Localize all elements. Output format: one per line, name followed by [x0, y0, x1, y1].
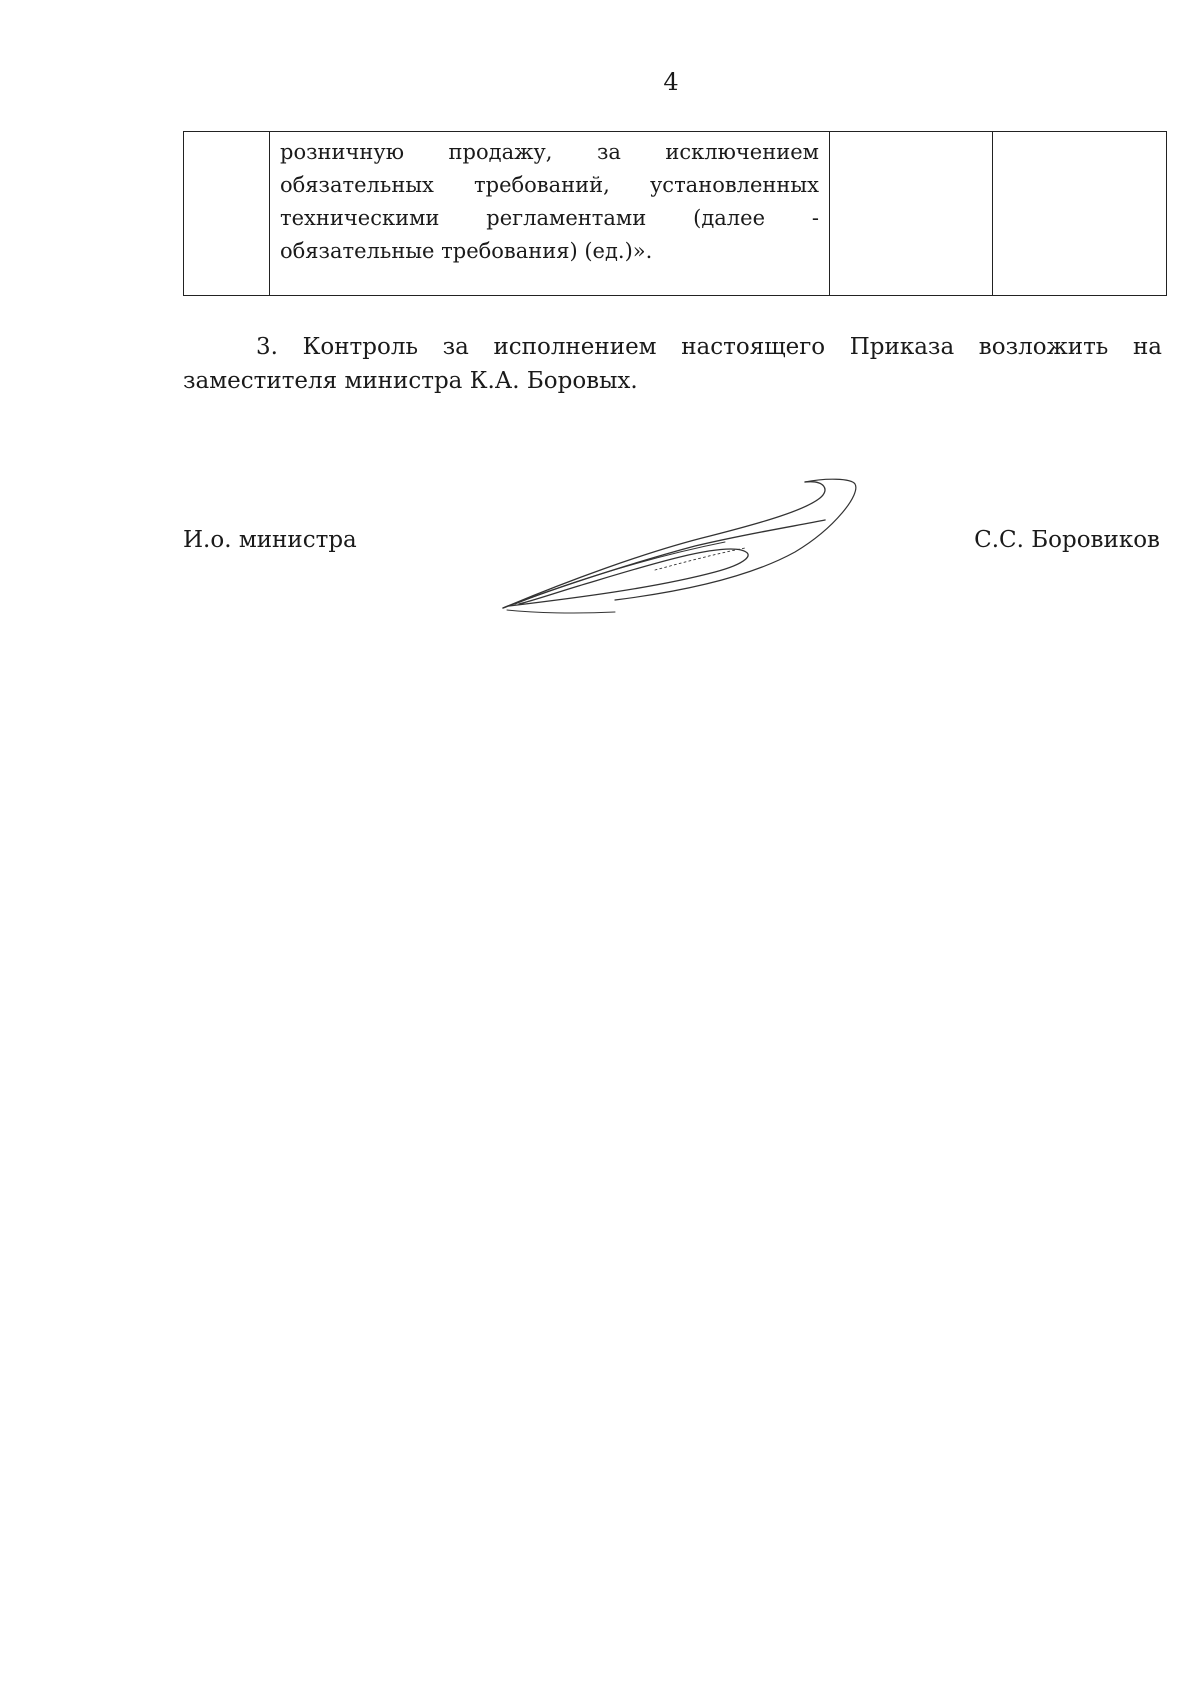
- paragraph-3: [183, 330, 1162, 398]
- indicator-text-line: техническими регламентами (далее -: [280, 206, 819, 230]
- page-number: 4: [663, 68, 679, 96]
- paragraph-line: 3. Контроль за исполнением настоящего Приказа возложить на: [256, 334, 1162, 360]
- paragraph-line: заместителя министра К.А. Боровых.: [183, 368, 638, 394]
- indicator-text-line: розничную продажу, за исключением: [280, 140, 819, 164]
- table-cell-value: [830, 132, 993, 296]
- table-row: [184, 132, 1167, 296]
- handwritten-signature: [495, 470, 875, 620]
- table-cell-value: [993, 132, 1167, 296]
- table-cell-indicator: [270, 132, 830, 296]
- signatory-name: С.С. Боровиков: [974, 527, 1160, 553]
- continuation-table: [183, 131, 1167, 296]
- table-cell-number: [184, 132, 270, 296]
- indicator-text-line: обязательных требований, установленных: [280, 173, 819, 197]
- signatory-role: И.о. министра: [183, 527, 357, 553]
- indicator-text-line: обязательные требования) (ед.)».: [280, 239, 653, 263]
